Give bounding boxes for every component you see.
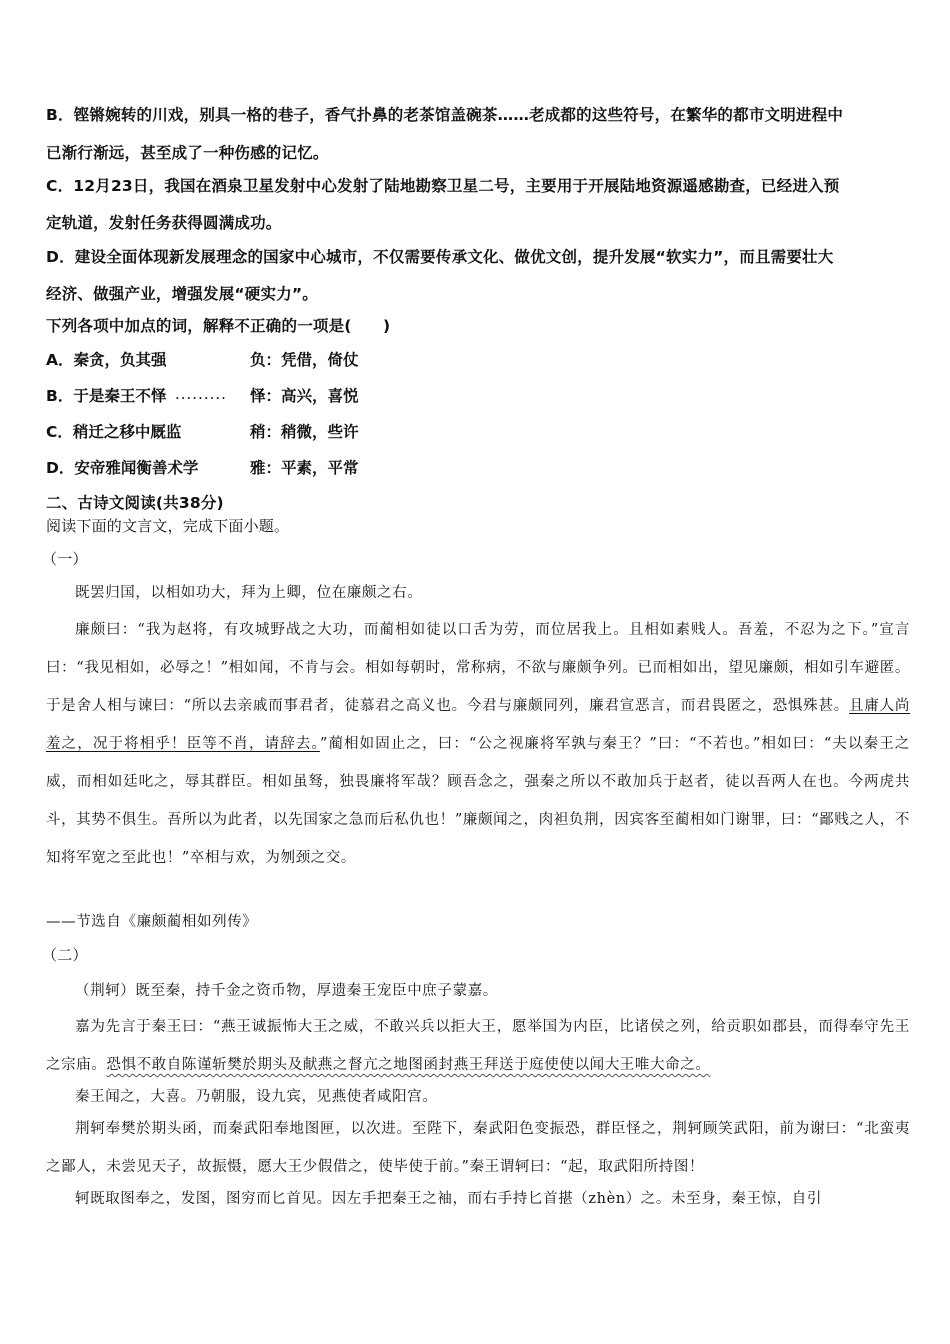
passage1-p2-text-b: ”蔺相如固止之，曰：“公之视廉将军孰与秦王？”曰：“不若也。”相如曰：“夫以秦王之威，而相如廷叱之，辱其群臣。相如虽驽，独畏廉将军哉？顾吾念之，强秦之所以不敢加兵于赵者，徒以吾两人在也。今两虎共斗，其势不俱生。吾所以为此者，以先国家之急而后私仇也！”廉颇闻之，肉袒负荆，因宾客至蔺相如门谢罪，曰：“鄙贱之人，不知将军宽之至此也！”卒相与欢，为刎颈之交。 [46,736,910,866]
passage1-p2-text-a: 廉颇曰：“我为赵将，有攻城野战之大功，而蔺相如徒以口舌为劳，而位居我上。且相如素贱人。吾羞，不忍为之下。”宣言曰：“我见相如，必辱之！”相如闻，不肯与会。相如每朝时，常称病，不欲与廉颇争列。已而相如出，望见廉颇，相如引车避匿。于是舍人相与谏曰：“所以去亲戚而事君者，徒慕君之高义也。今君与廉颇同列，廉君宣恶言，而君畏匿之，恐惧殊甚。 [46,622,910,714]
part1-label: （一） [42,550,88,568]
option-b-line1: B．铿锵婉转的川戏，别具一格的巷子，香气扑鼻的老茶馆盖碗茶……老成都的这些符号，在繁华的都市文明进程中 [46,106,844,124]
option-c-line1: C．12月23日，我国在酒泉卫星发射中心发射了陆地勘察卫星二号，主要用于开展陆地资源遥感勘查，已经进入预 [46,177,840,195]
question-option-b: B．于是秦王不怿 [46,387,167,405]
question-option-d: D．安帝雅闻衡善术学 [46,459,199,477]
section-title: 二、古诗文阅读(共38分) [46,494,224,512]
passage2-p4 [46,1110,910,1186]
passage2-underlined-sentence: 恐惧不敢自陈谨斩樊於期头及献燕之督亢之地图函封燕王拜送于庭使使以闻大王唯大命之。 [106,1057,711,1073]
question-option-c: C．稍迁之移中厩监 [46,423,182,441]
source-line: ——节选自《廉颇蔺相如列传》 [46,914,258,930]
question-option-a: A．秦贪，负其强 [46,351,167,369]
passage1-underlined-sentence: 且庸人尚羞之，况于将相乎！臣等不肖，请辞去。 [46,698,910,752]
question-option-b-answer: 怿：高兴，喜悦 [250,387,359,405]
question-option-d-answer: 雅：平素，平常 [250,459,359,477]
passage2-p1-text: （荆轲）既至秦，持千金之资币物，厚遗秦王宠臣中庶子蒙嘉。 [75,983,498,999]
passage1-p1-text: 既罢归国，以相如功大，拜为上卿，位在廉颇之右。 [75,585,423,601]
passage1-p2 [46,611,910,877]
passage2-p2 [46,1008,910,1084]
option-c-line2: 定轨道，发射任务获得圆满成功。 [46,214,282,232]
part2-label: （二） [42,946,88,964]
option-d-line1: D．建设全面体现新发展理念的国家中心城市，不仅需要传承文化、做优文创，提升发展“软实力”，而且需要壮大 [46,248,834,266]
option-d-line2: 经济、做强产业，增强发展“硬实力”。 [46,285,318,303]
passage2-p4-text: 荆轲奉樊於期头函，而秦武阳奉地图匣，以次进。至陛下，秦武阳色变振恐，群臣怪之，荆轲顾笑武阳，前为谢曰：“北蛮夷之鄙人，未尝见天子，故振慑，愿大王少假借之，使毕使于前。”秦王谓轲曰：“起，取武阳所持图！ [46,1121,910,1175]
section-instruction: 阅读下面的文言文，完成下面小题。 [46,517,290,535]
emphasis-dots: ········· [175,389,227,407]
passage2-p5-text: 轲既取图奉之，发图，图穷而匕首见。因左手把秦王之袖，而右手持匕首揕（zhèn）之。未至身，秦王惊，自引 [75,1191,822,1207]
question-option-c-answer: 稍：稍微，些许 [250,423,359,441]
passage2-p1 [46,972,910,1010]
passage2-p5 [46,1180,910,1218]
passage2-p3-text: 秦王闻之，大喜。乃朝服，设九宾，见燕使者咸阳宫。 [75,1089,438,1105]
question-stem: 下列各项中加点的词，解释不正确的一项是( ) [46,317,391,335]
passage2-p2-text-a: 嘉为先言于秦王曰：“燕王诚振怖大王之威，不敢兴兵以拒大王，愿举国为内臣，比诸侯之列，给贡职如郡县，而得奉守先王之宗庙。 [46,1019,910,1073]
passage1-p1 [46,574,910,612]
question-option-a-answer: 负：凭借，倚仗 [250,351,359,369]
option-b-line2: 已渐行渐远，甚至成了一种伤感的记忆。 [46,144,329,162]
